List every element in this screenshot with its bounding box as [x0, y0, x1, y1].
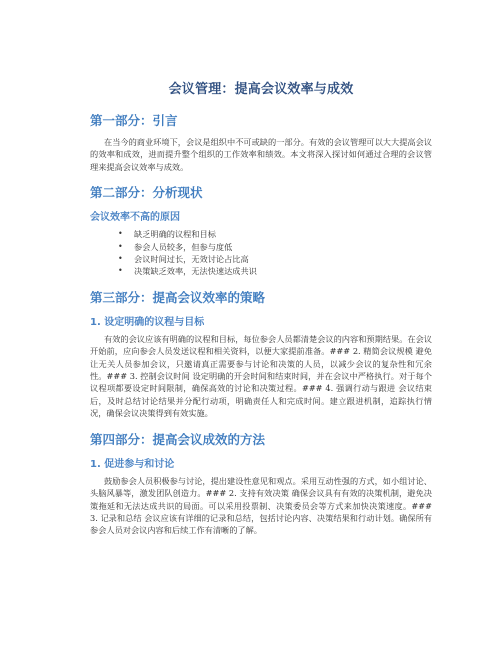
- part1-heading: 第一部分：引言: [90, 113, 178, 128]
- bullet-icon: •: [118, 229, 123, 239]
- bullet-icon: •: [118, 241, 123, 251]
- list-item: [120, 228, 432, 240]
- part4-paragraph: 鼓励参会人员积极参与讨论，提出建设性意见和观点。采用互动性强的方式，如小组讨论、头脑风暴等，激发团队创造力。### 2. 支持有效决策 确保会议具有有效的决策机制，避免决策拖延和无法达成共识的局面。可以采用投票制、决策委员会等方式来加快决策速度。### 3. 记录和总结 会议应该有详细的记录和总结，包括讨论内容、决策结果和行动计划。确保所有参会人员对会议内容和后续工作有清晰的了解。: [90, 475, 432, 536]
- list-item-text: 会议时间过长，无效讨论占比高: [134, 254, 249, 265]
- part4-heading: 第四部分：提高会议成效的方法: [90, 431, 266, 447]
- part2-subheading: 会议效率不高的原因: [90, 212, 180, 224]
- list-item-text: 缺乏明确的议程和目标: [134, 229, 216, 240]
- bullet-icon: •: [118, 266, 123, 276]
- list-item: [120, 265, 432, 277]
- list-item: [120, 241, 432, 253]
- list-item-text: 参会人员较多，但参与度低: [134, 241, 233, 252]
- part3-subheading: 1. 设定明确的议程与目标: [90, 316, 205, 328]
- list-item: [120, 253, 432, 265]
- part3-heading: 第三部分：提高会议效率的策略: [90, 289, 266, 305]
- part3-paragraph: 有效的会议应该有明确的议程和目标，每位参会人员都清楚会议的内容和预期结果。在会议开始前，应向参会人员发送议程和相关资料，以便大家提前准备。### 2. 精简会议规模 避免让无关人员参加会议，只邀请真正需要参与讨论和决策的人员，以减少会议的复杂性和冗余性。### 3. 控制会议时间 设定明确的开会时间和结束时间，并在会议中严格执行。对于每个议程项都要设定时间限制，确保高效的讨论和决策过程。### 4. 强调行动与跟进 会议结束后，及时总结讨论结果并分配行动项，明确责任人和完成时间。建立跟进机制，追踪执行情况，确保会议决策得到有效实施。: [90, 333, 432, 419]
- document-title: 会议管理：提高会议效率与成效: [168, 82, 354, 97]
- part2-heading: 第二部分：分析现状: [90, 185, 203, 201]
- part4-subheading: 1. 促进参与和讨论: [90, 458, 175, 470]
- part1-paragraph: 在当今的商业环境下，会议是组织中不可或缺的一部分。有效的会议管理可以大大提高会议的效率和成效，进而提升整个组织的工作效率和绩效。本文将深入探讨如何通过合理的会议管理来提高会议效率与成效。: [90, 137, 432, 172]
- list-item-text: 决策缺乏效率，无法快速达成共识: [134, 266, 257, 277]
- reasons-list: [90, 228, 432, 278]
- bullet-icon: •: [118, 254, 123, 264]
